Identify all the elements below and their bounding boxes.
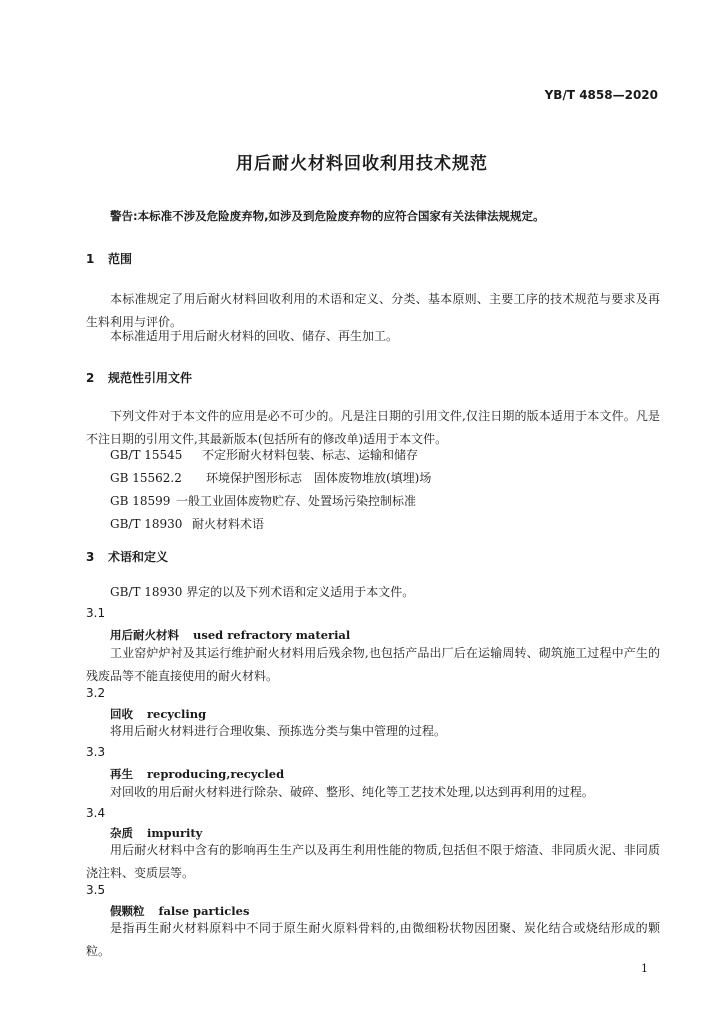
section-3-intro: GB/T 18930 界定的以及下列术语和定义适用于本文件。 — [110, 585, 415, 599]
term-english: impurity — [147, 826, 203, 840]
term-number: 3.2 — [86, 686, 106, 700]
term-number: 3.5 — [86, 883, 106, 897]
term-chinese: 杂质 — [110, 826, 133, 840]
term-heading — [110, 766, 284, 782]
term-definition: 对回收的用后耐火材料进行除杂、破碎、整形、纯化等工艺技术处理,以达到再利用的过程。 — [110, 785, 594, 799]
section-1-paragraph-2: 本标准适用于用后耐火材料的回收、储存、再生加工。 — [110, 329, 399, 343]
term-chinese: 回收 — [110, 707, 133, 721]
term-definition: 用后耐火材料中含有的影响再生生产以及再生利用性能的物质,包括但不限于熔渣、非同质火泥、非同质浇注料、变质层等。 — [86, 843, 660, 880]
term-english: recycling — [147, 707, 207, 721]
reference-item — [110, 469, 431, 486]
warning-text: 警告:本标准不涉及危险废弃物,如涉及到危险废弃物的应符合国家有关法律法规规定。 — [110, 209, 545, 223]
reference-item — [110, 446, 418, 463]
reference-code: GB 15562.2 — [110, 471, 182, 485]
section-2-heading — [86, 369, 192, 386]
term-english: reproducing,recycled — [147, 767, 285, 781]
section-2-paragraph: 下列文件对于本文件的应用是必不可少的。凡是注日期的引用文件,仅注日期的版本适用于本文件。凡是不注日期的引用文件,其最新版本(包括所有的修改单)适用于本文件。 — [86, 409, 660, 446]
term-number: 3.4 — [86, 806, 106, 820]
term-heading — [110, 627, 350, 643]
reference-item — [110, 492, 416, 509]
section-number: 3 — [86, 550, 95, 564]
term-chinese: 假颗粒 — [110, 904, 145, 918]
term-english: false particles — [158, 904, 250, 918]
reference-title: 不定形耐火材料包装、标志、运输和储存 — [202, 448, 419, 462]
section-3-heading — [86, 548, 168, 565]
reference-code: GB/T 18930 — [110, 517, 183, 531]
reference-title: 一般工业固体废物贮存、处置场污染控制标准 — [176, 494, 417, 508]
term-definition: 是指再生耐火材料原料中不同于原生耐火原料骨料的,由微细粉状物因团聚、炭化结合或烧结形成的颗粒。 — [86, 921, 660, 958]
reference-title: 环境保护图形标志 固体废物堆放(填埋)场 — [206, 471, 432, 485]
section-number: 2 — [86, 371, 95, 385]
section-title: 术语和定义 — [108, 550, 169, 564]
term-number: 3.3 — [86, 745, 106, 759]
term-chinese: 再生 — [110, 767, 133, 781]
standard-number: YB/T 4858—2020 — [544, 88, 658, 102]
section-1-paragraph-1: 本标准规定了用后耐火材料回收利用的术语和定义、分类、基本原则、主要工序的技术规范与要求及再生料利用与评价。 — [86, 292, 660, 329]
page-number: 1 — [641, 962, 648, 975]
reference-item — [110, 515, 264, 532]
section-1-heading — [86, 250, 132, 267]
term-english: used refractory material — [193, 628, 351, 642]
term-chinese: 用后耐火材料 — [110, 628, 179, 642]
term-definition: 工业窑炉炉衬及其运行维护耐火材料用后残余物,也包括产品出厂后在运输周转、砌筑施工过程中产生的残废品等不能直接使用的耐火材料。 — [86, 646, 660, 683]
term-number: 3.1 — [86, 606, 106, 620]
reference-code: GB/T 15545 — [110, 448, 183, 462]
reference-title: 耐火材料术语 — [192, 517, 265, 531]
reference-code: GB 18599 — [110, 494, 171, 508]
term-definition: 将用后耐火材料进行合理收集、预拣选分类与集中管理的过程。 — [110, 724, 447, 738]
section-title: 范围 — [108, 252, 133, 266]
document-title: 用后耐火材料回收利用技术规范 — [236, 154, 488, 174]
section-title: 规范性引用文件 — [108, 371, 193, 385]
section-number: 1 — [86, 252, 95, 266]
